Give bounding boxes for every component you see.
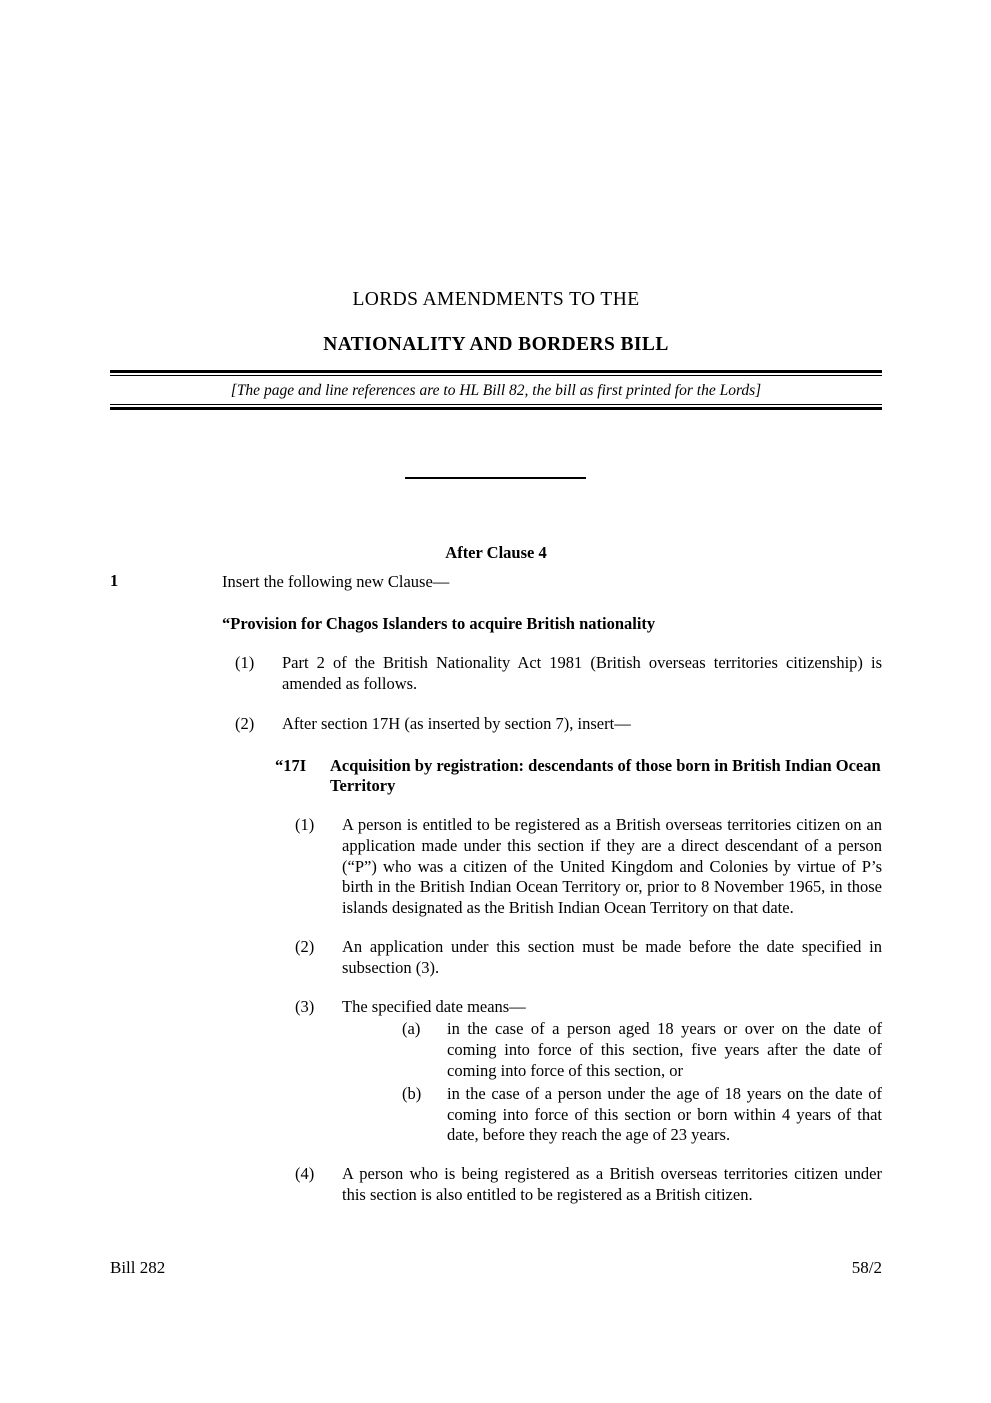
section-divider-rule (405, 477, 586, 479)
inserted-subsection-text: The specified date means— (342, 996, 526, 1016)
bill-number: Bill 282 (110, 1258, 166, 1277)
inserted-subsection (295, 997, 882, 1146)
inserted-subsection (295, 1164, 882, 1206)
lettered-item-marker: (b) (402, 1083, 422, 1103)
document-header (110, 288, 882, 357)
lettered-item-text: in the case of a person aged 18 years or over on the date of coming into force of this section, five years after the date of coming into force of this section, or (447, 1019, 882, 1080)
section-heading: After Clause 4 (445, 543, 547, 562)
clause-subsection (235, 714, 882, 735)
document-title-primary: LORDS AMENDMENTS TO THE (352, 289, 640, 310)
inserted-subsection-marker: (4) (295, 1164, 315, 1184)
lettered-item-marker: (a) (402, 1019, 421, 1039)
inserted-subsection (295, 815, 882, 919)
inserted-subsection-text: An application under this section must be made before the date specified in subsection (3). (342, 937, 882, 977)
lettered-item (402, 1084, 882, 1146)
page-reference: 58/2 (851, 1258, 882, 1277)
subsection-marker: (2) (235, 713, 255, 733)
inserted-subsection (295, 937, 882, 979)
rule-thin-line (110, 375, 882, 376)
inserted-subsection-marker: (3) (295, 996, 315, 1016)
rule-below-reference-note (110, 404, 882, 410)
new-clause-title: “Provision for Chagos Islanders to acquire British nationality (222, 614, 656, 634)
amendment-number: 1 (110, 571, 119, 590)
amendment-instruction: Insert the following new Clause— (222, 572, 450, 591)
inserted-section-heading (275, 756, 882, 798)
document-title-bill-name: NATIONALITY AND BORDERS BILL (323, 334, 669, 356)
rule-above-reference-note (110, 370, 882, 376)
lettered-item (402, 1019, 882, 1081)
page-footer (110, 1258, 882, 1278)
clause-subsection (235, 653, 882, 695)
inserted-subsection-marker: (1) (295, 815, 315, 835)
inserted-section-number: “17I (275, 755, 307, 775)
subsection-marker: (1) (235, 653, 255, 673)
inserted-subsection-marker: (2) (295, 937, 315, 957)
rule-thick-line (110, 407, 882, 410)
subsection-text: After section 17H (as inserted by section 7), insert— (282, 713, 631, 733)
inserted-section-title: Acquisition by registration: descendants of those born in British Indian Ocean Territory (330, 755, 881, 796)
lettered-item-text: in the case of a person under the age of 18 years on the date of coming into force of this section or born within 4 years of that date, before they reach the age of 23 years. (447, 1083, 882, 1145)
rule-thin-line (110, 404, 882, 405)
inserted-subsection-text: A person is entitled to be registered as a British overseas territories citizen on an application made under this section if they are a direct descendant of a person (“P”) who was a citizen of the United Kingdom and Colonies by virtue of P’s birth in the British Indian Ocean Territory or, prior to 8 November 1965, in those islands designated as the British Indian Ocean Territory on that date. (342, 815, 882, 918)
subsection-text: Part 2 of the British Nationality Act 1981 (British overseas territories citizenship) is amended as follows. (282, 653, 882, 693)
inserted-subsection-text: A person who is being registered as a British overseas territories citizen under this section is also entitled to be registered as a British citizen. (342, 1164, 882, 1204)
rule-thick-line (110, 370, 882, 373)
amendment-block (110, 571, 882, 1206)
reference-note: [The page and line references are to HL Bill 82, the bill as first printed for the Lords] (230, 382, 762, 399)
